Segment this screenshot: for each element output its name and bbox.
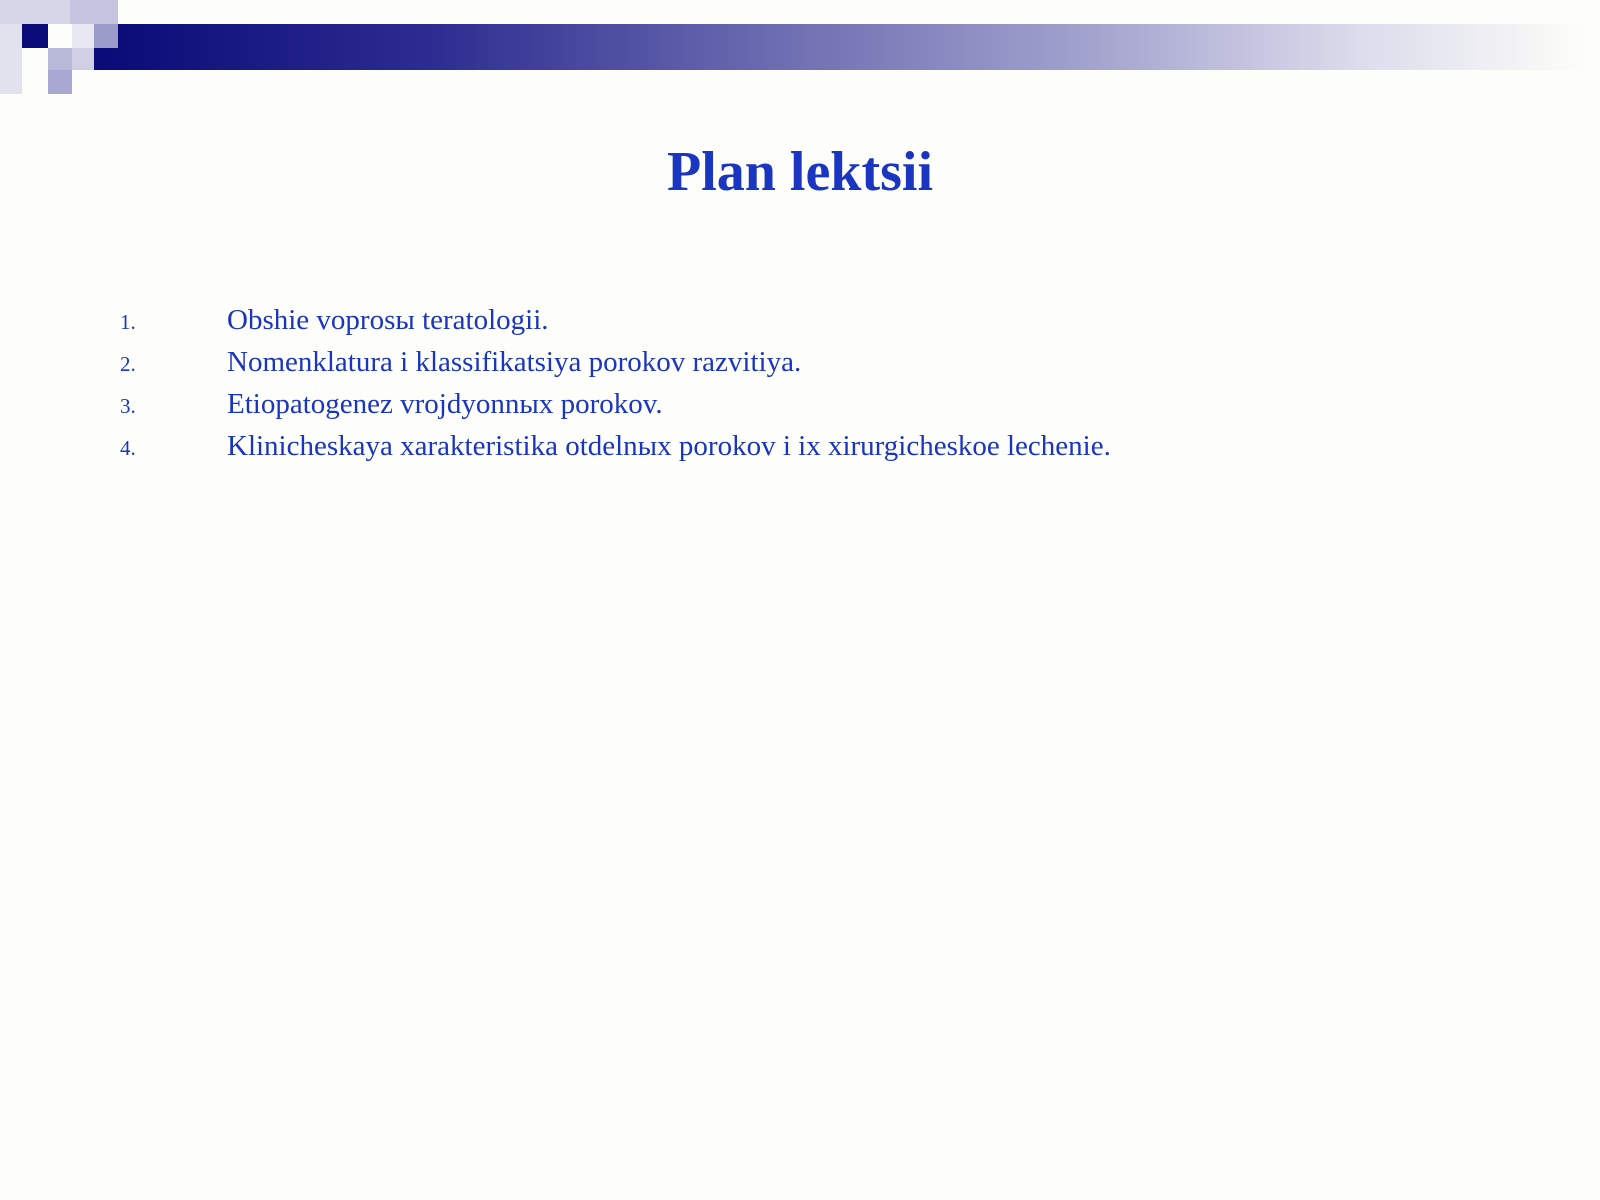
decor-square xyxy=(94,24,118,48)
slide-title: Plan lektsii xyxy=(666,141,934,203)
list-item-number: 3. xyxy=(120,394,136,418)
list-item-text: Klinicheskaya xarakteristika otdelnых porokov i ix xirurgicheskoe lechenie. xyxy=(227,430,1111,462)
list-item xyxy=(120,346,1111,388)
list-item xyxy=(120,388,1111,430)
decor-square xyxy=(0,24,22,94)
list-item-text: Etiopatogenez vrojdyonnых porokov. xyxy=(227,388,663,420)
header-gradient-band xyxy=(94,24,1584,70)
lecture-plan-list xyxy=(120,304,1111,472)
list-item-number: 1. xyxy=(120,310,136,334)
decor-square-dark xyxy=(22,24,48,48)
list-item-text: Obshie voprosы teratologii. xyxy=(227,304,549,336)
list-item xyxy=(120,430,1111,472)
list-item-number: 4. xyxy=(120,436,136,460)
decor-square xyxy=(0,0,70,24)
decor-square xyxy=(70,0,118,24)
decor-square xyxy=(48,48,72,70)
decor-square xyxy=(48,70,72,94)
decor-square xyxy=(72,24,94,48)
decor-square xyxy=(72,48,94,70)
list-item xyxy=(120,304,1111,346)
list-item-number: 2. xyxy=(120,352,136,376)
list-item-text: Nomenklatura i klassifikatsiya porokov razvitiya. xyxy=(227,346,802,378)
